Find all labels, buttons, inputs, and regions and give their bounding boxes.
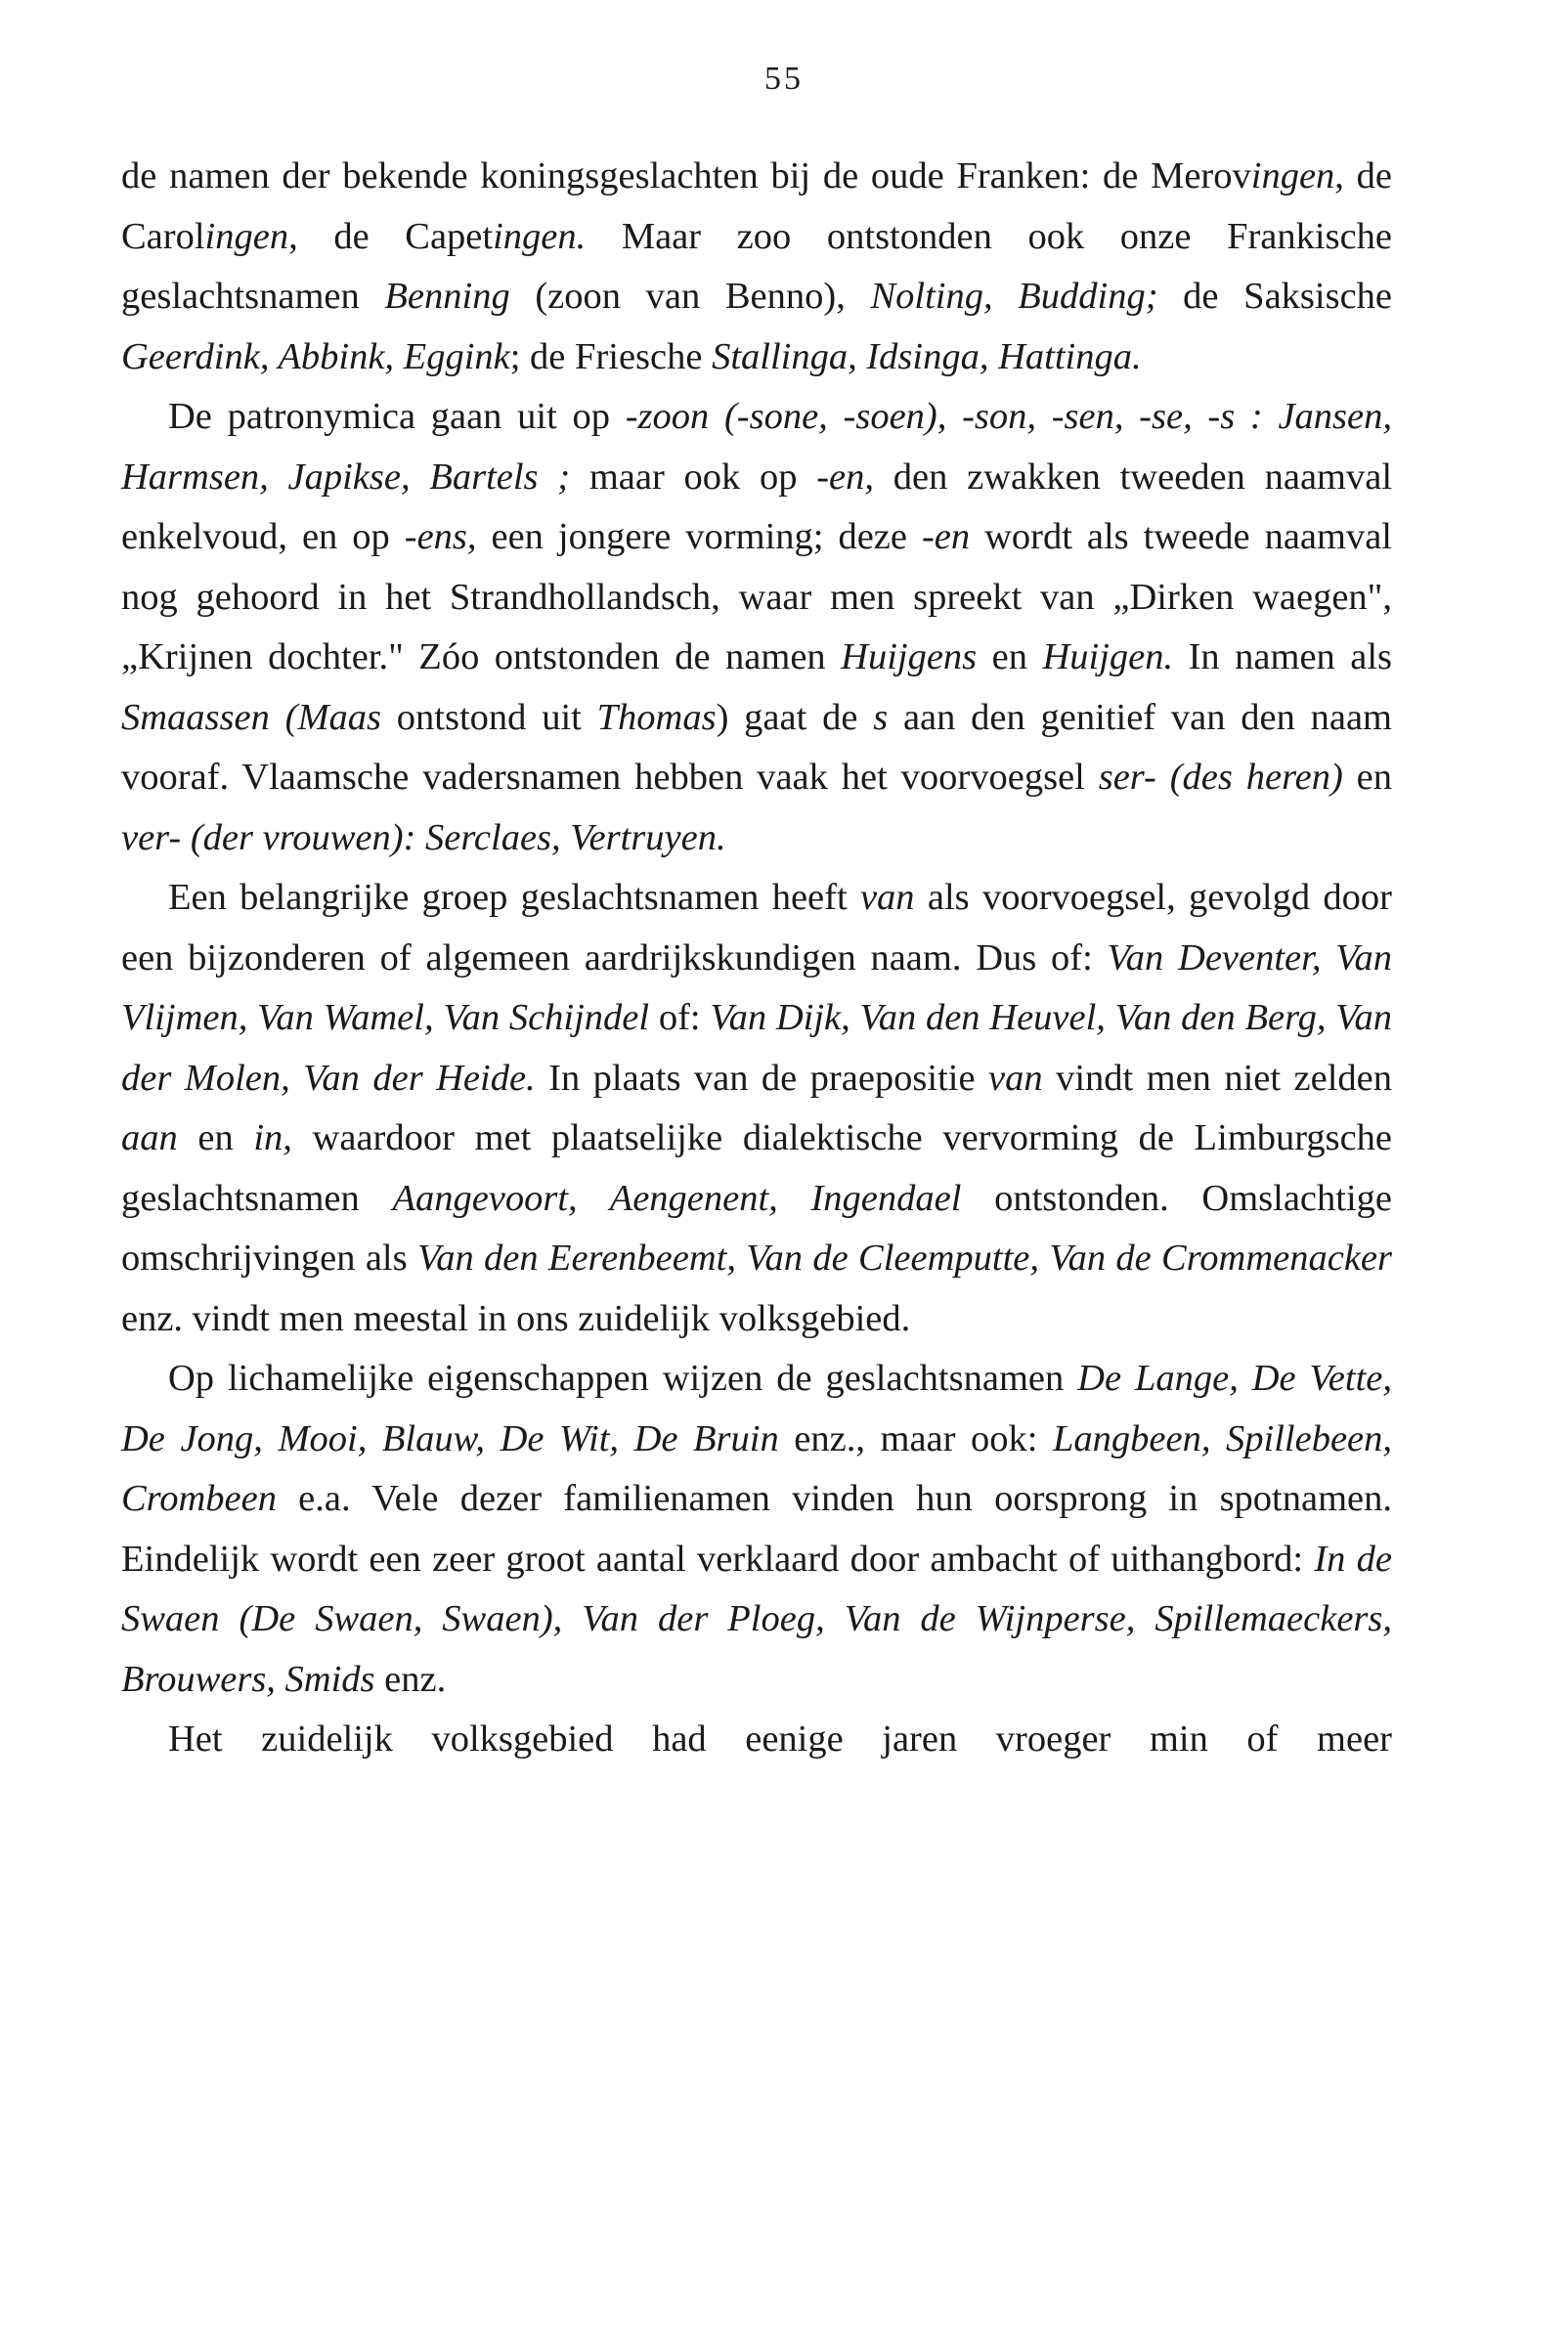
text-run: De patronymica gaan uit op — [168, 396, 626, 437]
text-run: enz. — [374, 1658, 447, 1700]
italic-text: van — [988, 1057, 1043, 1099]
italic-text: Nolting, Budding; — [870, 276, 1158, 317]
page-number: 55 — [764, 61, 804, 97]
italic-text: Van den Eerenbeemt, Van de Cleemputte, Van de Crommenacker — [416, 1238, 1392, 1279]
italic-text: ser- (des heren) — [1098, 757, 1343, 798]
italic-text: Geerdink, Abbink, Eggink — [121, 335, 510, 377]
text-run: of: — [649, 997, 711, 1038]
body-text — [121, 147, 1392, 1770]
italic-text: -en, — [816, 456, 875, 498]
italic-text: Thomas — [596, 696, 717, 738]
italic-text: ingen — [1250, 155, 1335, 196]
italic-text: -zoon (-sone, -soen), -son, -sen, -se, -s : Jansen, Harmsen, Japikse, Bartels ; — [121, 396, 1392, 498]
text-run: enz., maar ook: — [778, 1417, 1053, 1459]
text-run: ontstond uit — [381, 696, 597, 738]
text-run: , de Capet — [288, 215, 494, 257]
text-run: en — [977, 636, 1043, 677]
text-run: (zoon van Benno), — [509, 276, 871, 317]
italic-text: Van Deventer, Van Vlijmen, Van Wamel, Van Schijndel — [121, 936, 1392, 1038]
italic-text: De Lange, De Vette, De Jong, Mooi, Blauw, De Wit, De Bruin — [121, 1358, 1392, 1459]
paragraph — [121, 1349, 1392, 1710]
paragraph — [121, 1710, 1392, 1770]
italic-text: Van Dijk, Van den Heuvel, Van den Berg, Van der Molen, Van der Heide. — [121, 997, 1392, 1099]
text-run: Het zuidelijk volksgebied had eenige jaren vroeger min of meer — [168, 1718, 1392, 1760]
text-run: In namen als — [1173, 636, 1393, 677]
text-run: enz. vindt men meestal in ons zuidelijk volksgebied. — [121, 1297, 911, 1339]
italic-text: s — [873, 696, 889, 738]
text-run: ontstonden. Omslachtige omschrijvingen als — [121, 1177, 1392, 1279]
text-run: den zwakken tweeden naamval enkelvoud, en op — [121, 456, 1393, 557]
text-run: aan den genitief van den naam vooraf. Vlaamsche vadersnamen hebben vaak het voorvoegsel — [121, 696, 1392, 798]
text-run: , de Carol — [121, 155, 1392, 257]
text-run: Een belangrijke groep geslachtsnamen heeft — [168, 877, 860, 918]
italic-text: van — [859, 877, 915, 918]
text-run: waardoor met plaatselijke dialektische vervorming de Limburgsche geslachtsnamen — [121, 1117, 1392, 1219]
paragraph — [121, 147, 1392, 387]
italic-text: Huijgen. — [1042, 636, 1174, 677]
paragraph — [121, 868, 1392, 1349]
italic-text: Stallinga, Idsinga, Hattinga. — [712, 335, 1142, 377]
text-run: de Saksische — [1157, 276, 1392, 317]
italic-text: Langbeen, Spillebeen, Crombeen — [121, 1417, 1392, 1519]
italic-text: Aangevoort, Aengenent, Ingendael — [392, 1177, 962, 1219]
italic-text: -ens, — [404, 516, 477, 557]
italic-text: ver- (der vrouwen): Serclaes, Vertruyen. — [121, 816, 726, 858]
text-run: ; de Friesche — [509, 335, 713, 377]
text-run: Op lichamelijke eigenschappen wijzen de geslachtsnamen — [168, 1358, 1078, 1399]
italic-text: Huijgens — [841, 636, 978, 677]
italic-text: Benning — [384, 276, 510, 317]
text-run: wordt als tweede naamval nog gehoord in het Strandhollandsch, waar men spreekt van „Dirken waegen", „Krijnen dochter." Zóo ontstonden de namen — [121, 516, 1392, 677]
italic-text: aan — [121, 1117, 178, 1158]
text-run: en — [177, 1117, 254, 1158]
text-run: e.a. Vele dezer familienamen vinden hun oorsprong in spotnamen. Eindelijk wordt een zeer groot aantal verklaard door ambacht of uithangbord: — [121, 1478, 1392, 1580]
text-run: maar ook op — [570, 456, 817, 498]
italic-text: ingen. — [493, 215, 587, 257]
paragraph — [121, 387, 1392, 868]
italic-text: in, — [253, 1117, 292, 1158]
text-run: een jongere vorming; deze — [476, 516, 922, 557]
italic-text: Smaassen (Maas — [121, 696, 382, 738]
italic-text: -en — [921, 516, 971, 557]
italic-text: In de Swaen (De Swaen, Swaen), Van der Ploeg, Van de Wijnperse, Spillemaeckers, Brouwers, Smids — [121, 1538, 1392, 1700]
text-run: ) gaat de — [716, 696, 874, 738]
text-run: als voorvoegsel, gevolgd door een bijzonderen of algemeen aardrijkskundigen naam. Dus of: — [121, 877, 1392, 978]
text-run: vindt men niet zelden — [1042, 1057, 1392, 1099]
italic-text: ingen — [204, 215, 289, 257]
text-run: Maar zoo ontstonden ook onze Frankische geslachtsnamen — [121, 215, 1393, 317]
text-run: en — [1342, 757, 1392, 798]
text-run: In plaats van de praepositie — [535, 1057, 989, 1099]
text-run: de namen der bekende koningsgeslachten bij de oude Franken: de Merov — [121, 155, 1251, 196]
